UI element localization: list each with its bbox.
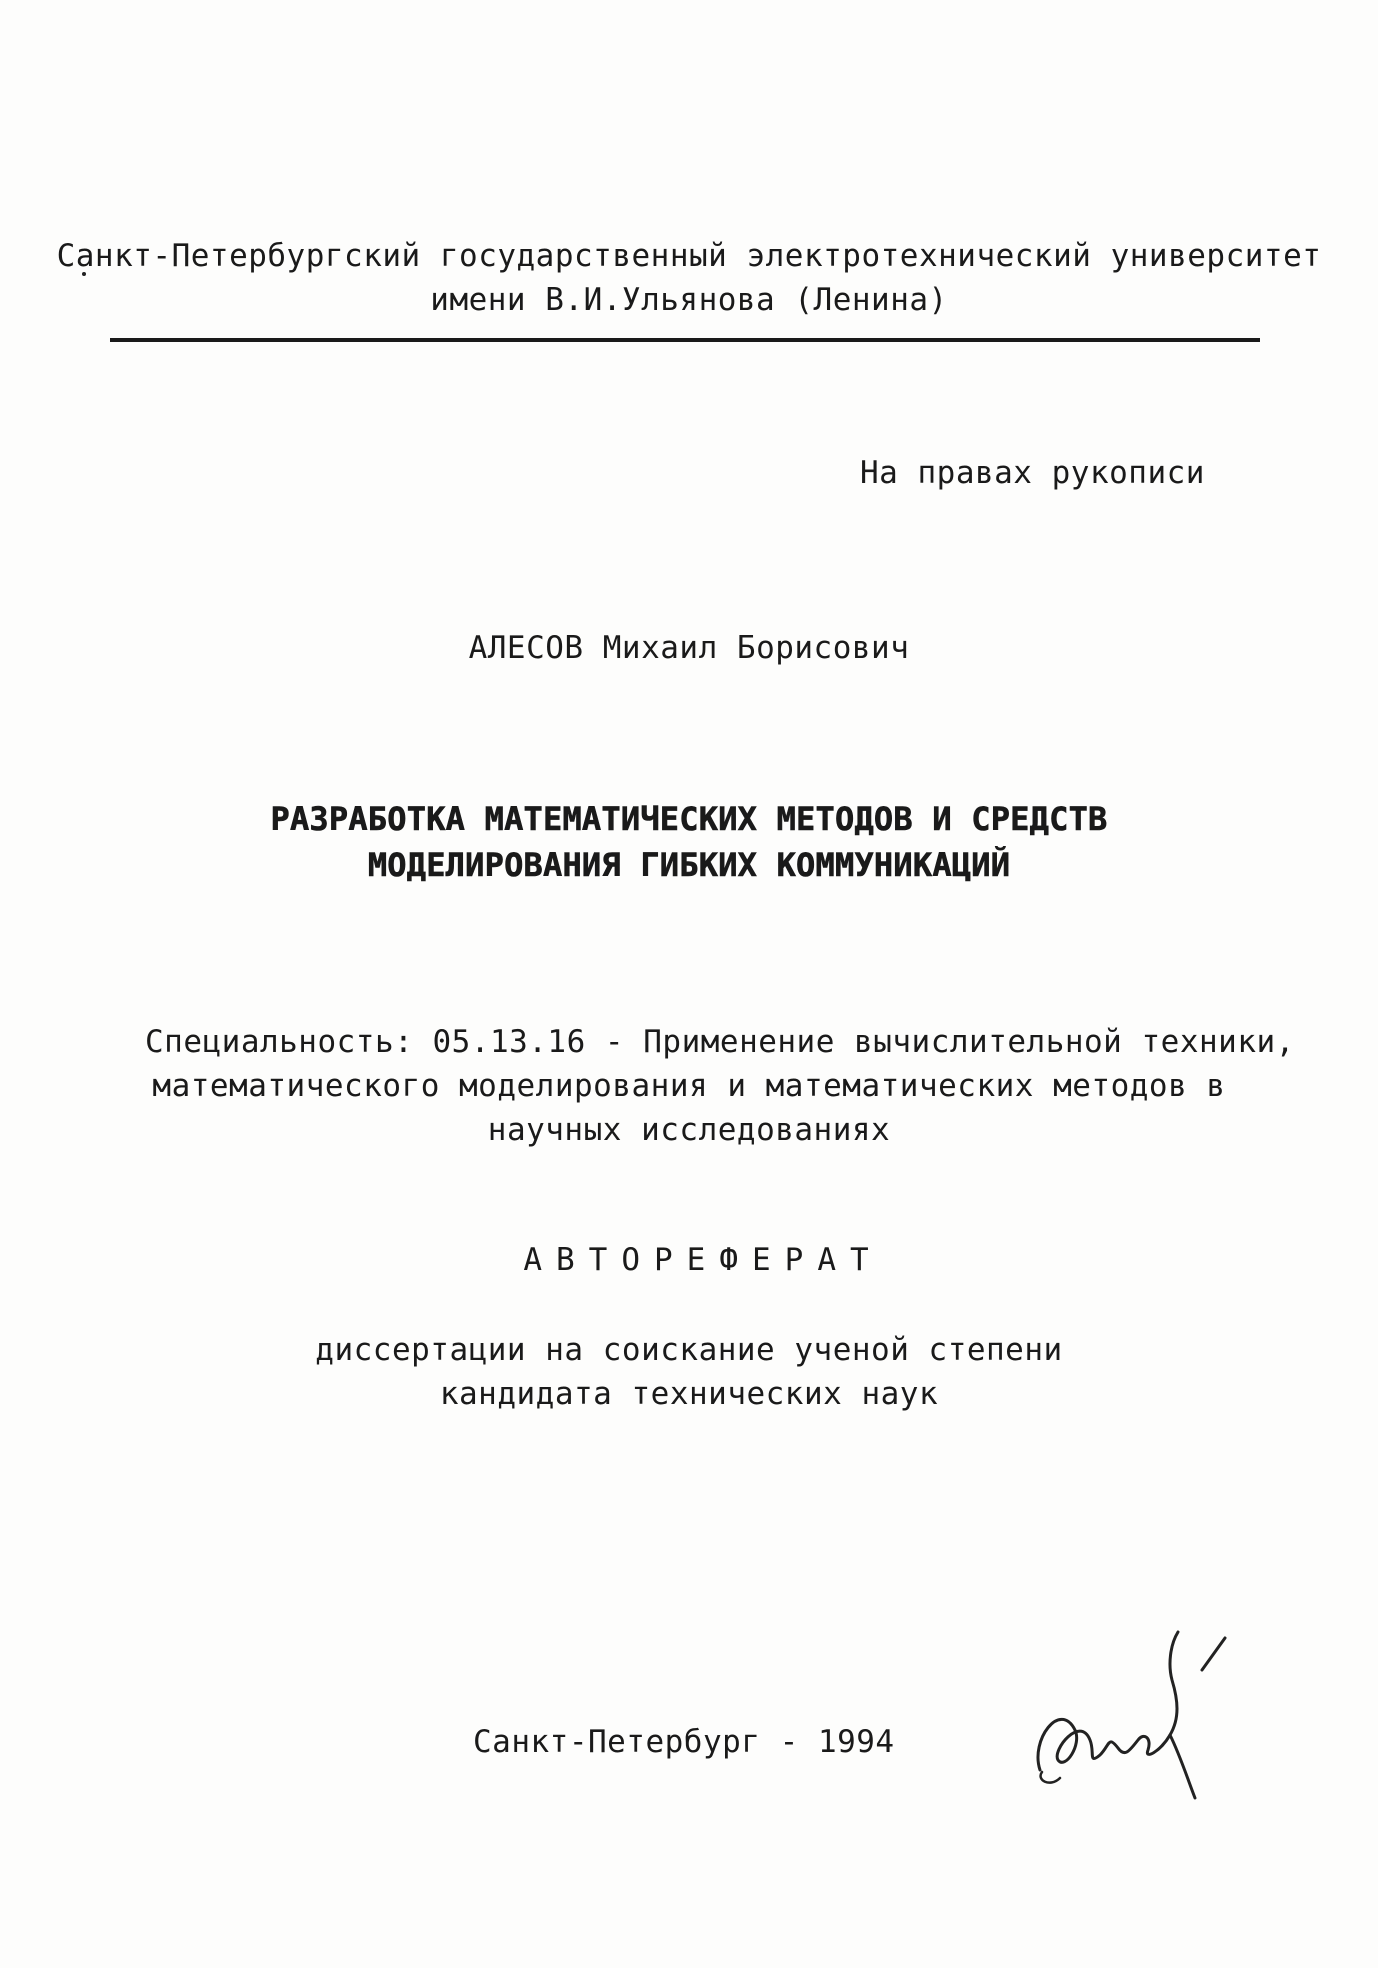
degree-line-1: диссертации на соискание ученой степени — [315, 1332, 1063, 1368]
institution-dedication: имени В.И.Ульянова (Ленина) — [430, 282, 948, 318]
thesis-title-line-2: МОДЕЛИРОВАНИЯ ГИБКИХ КОММУНИКАЦИЙ — [367, 846, 1011, 884]
institution-name: Санкт-Петербургский государственный электротехнический университет — [56, 238, 1322, 274]
specialty-line-3: научных исследованиях — [487, 1112, 891, 1148]
specialty-line-1: Специальность: 05.13.16 - Применение вычислительной техники, — [145, 1024, 1295, 1060]
handwritten-signature — [1020, 1620, 1250, 1810]
manuscript-note: На правах рукописи — [860, 455, 1205, 491]
specialty-line-2: математического моделирования и математических методов в — [152, 1068, 1226, 1104]
thesis-title-line-1: РАЗРАБОТКА МАТЕМАТИЧЕСКИХ МЕТОДОВ И СРЕДСТВ — [270, 800, 1108, 838]
document-type: АВТОРЕФЕРАТ — [523, 1242, 883, 1278]
header-rule — [110, 338, 1260, 342]
city-year: Санкт-Петербург - 1994 — [473, 1724, 895, 1760]
degree-line-2: кандидата технических наук — [439, 1376, 939, 1412]
author-name: АЛЕСОВ Михаил Борисович — [468, 630, 910, 666]
